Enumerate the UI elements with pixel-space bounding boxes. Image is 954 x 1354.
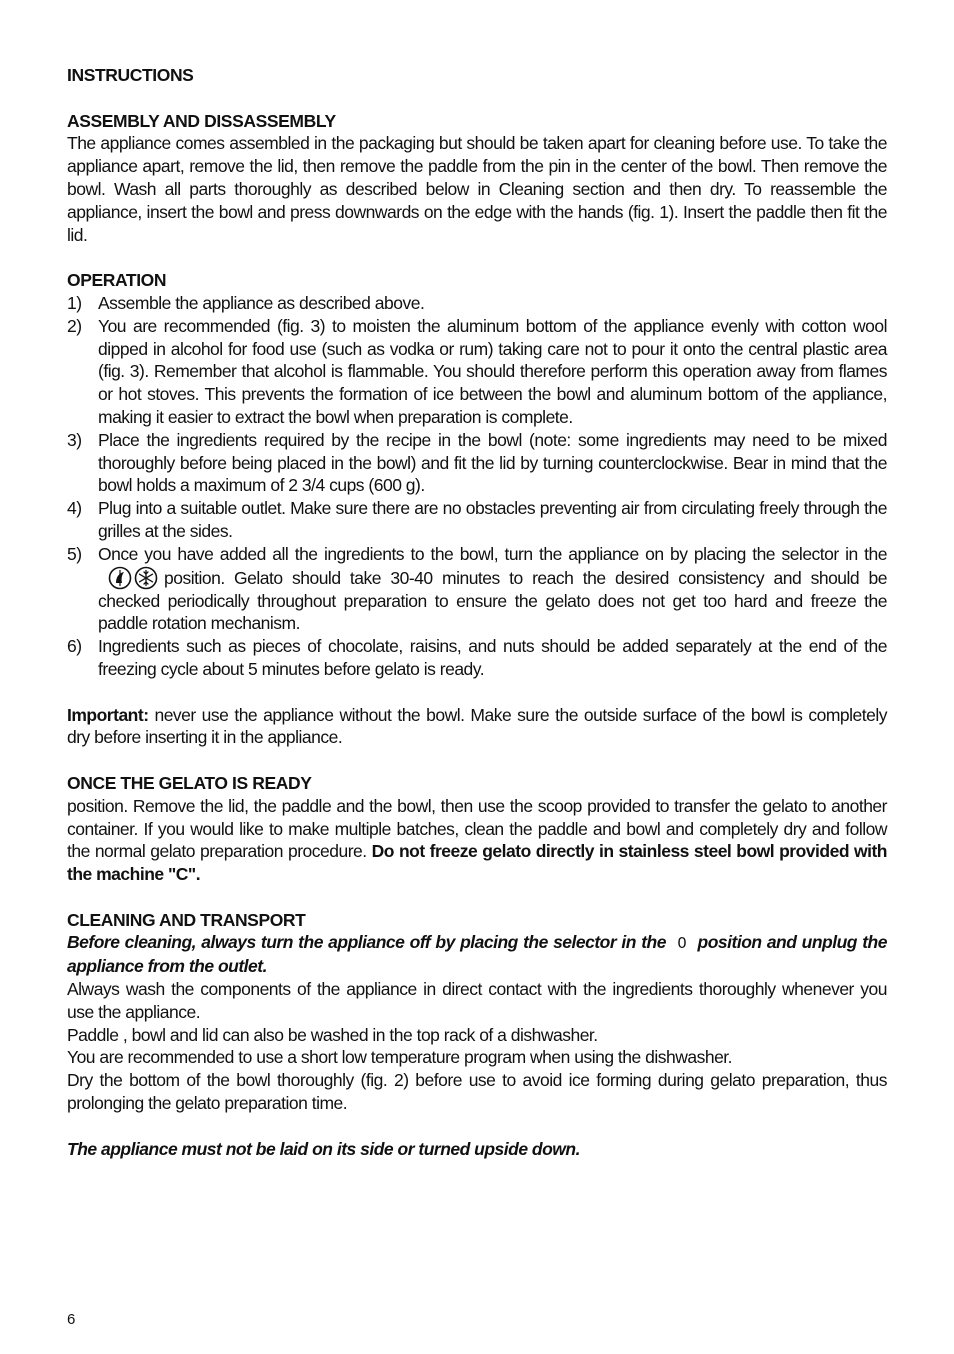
step-number: 6) [67,636,82,657]
ready-heading: ONCE THE GELATO IS READY [67,772,312,793]
step-text: You are recommended (fig. 3) to moisten the aluminum bottom of the appliance evenly with cotton wool dipped in alcohol for food use (such as vodka or rum) taking care not to pour it onto the central plastic area (fig. 3). Remember that alcohol is flammable. You should therefore perform this operation away from flames or hot stoves. This prevents the formation of ice between the bowl and aluminum bottom of the appliance, making it easier to extract the bowl when preparation is complete. [98,315,887,427]
cleaning-warning-before: Before cleaning, always turn the appliance off by placing the selector in the [67,932,666,953]
off-symbol: 0 [677,934,687,953]
operation-section [67,269,887,681]
important-text: never use the appliance without the bowl. Make sure the outside surface of the bowl is completely dry before inserting it in the appliance. [67,704,887,748]
list-item [67,497,887,543]
page-number: 6 [67,1311,76,1328]
ready-text: position. Remove the lid, the paddle and the bowl, then use the scoop provided to transfer the gelato to another container. If you would like to make multiple batches, clean the paddle and bowl and completely dry and follow the normal gelato preparation procedure. [67,795,887,862]
assembly-section [67,110,887,247]
important-label: Important: [67,704,149,725]
cleaning-line: You are recommended to use a short low temperature program when using the dishwasher. [67,1047,733,1068]
important-note [67,704,887,750]
step-number: 5) [67,543,82,564]
ready-section [67,772,887,886]
assembly-heading: ASSEMBLY AND DISSASSEMBLY [67,110,336,131]
cleaning-line: Always wash the components of the appliance in direct contact with the ingredients thoroughly whenever you use the appliance. [67,979,887,1022]
cleaning-heading: CLEANING AND TRANSPORT [67,909,306,930]
operation-heading: OPERATION [67,270,167,291]
step-text: Plug into a suitable outlet. Make sure there are no obstacles preventing air from circulating freely through the grilles at the sides. [98,498,887,541]
list-item [67,543,887,635]
operation-steps [67,292,887,681]
cleaning-warning-after: position and unplug the appliance from the outlet. [67,932,887,977]
cleaning-warning [67,931,887,978]
step-text: Ingredients such as pieces of chocolate, raisins, and nuts should be added separately at the end of the freezing cycle about 5 minutes before gelato is ready. [98,636,887,679]
list-item [67,315,887,429]
list-item [67,635,887,681]
cleaning-section [67,909,887,1161]
snowflake-icon [134,566,158,590]
paddle-icon [108,566,132,590]
cleaning-line: Paddle , bowl and lid can also be washed in the top rack of a dishwasher. [67,1024,598,1045]
cleaning-line: Dry the bottom of the bowl thoroughly (fig. 2) before use to avoid ice forming during gelato preparation, thus prolonging the gelato preparation time. [67,1070,887,1114]
step-text-after: position. Gelato should take 30-40 minutes to reach the desired consistency and should be checked periodically throughout preparation to ensure the gelato does not get too hard and freeze the paddle rotation mechanism. [98,567,887,634]
list-item [67,292,887,315]
step-number: 3) [67,429,82,450]
list-item [67,429,887,497]
step-text: Place the ingredients required by the recipe in the bowl (note: some ingredients may need to be mixed thoroughly before being placed in the bowl) and fit the lid by turning counterclockwise. Bear in mind that the bowl holds a maximum of 2 3/4 cups (600 g). [98,429,887,496]
page-title: INSTRUCTIONS [67,65,194,85]
ready-body [67,795,887,886]
assembly-body: The appliance comes assembled in the packaging but should be taken apart for cleaning before use. To take the appliance apart, remove the lid, then remove the paddle from the pin in the center of the bowl. Then remove the bowl. Wash all parts thoroughly as described below in Cleaning section and then dry. To reassemble the appliance, insert the bowl and press downwards on the edge with the hands (fig. 1). Insert the paddle then fit the lid. [67,133,887,245]
ready-bold-warning: Do not freeze gelato directly in stainless steel bowl provided with the machine "C". [67,841,887,885]
selector-symbols [108,566,158,590]
step-number: 4) [67,498,82,519]
step-number: 1) [67,292,82,313]
document-page [67,64,887,1160]
step-number: 2) [67,315,82,336]
final-warning: The appliance must not be laid on its side or turned upside down. [67,1138,580,1159]
step-text: Assemble the appliance as described above. [98,292,425,313]
step-text-before: Once you have added all the ingredients to the bowl, turn the appliance on by placing the selector in the [98,543,887,564]
